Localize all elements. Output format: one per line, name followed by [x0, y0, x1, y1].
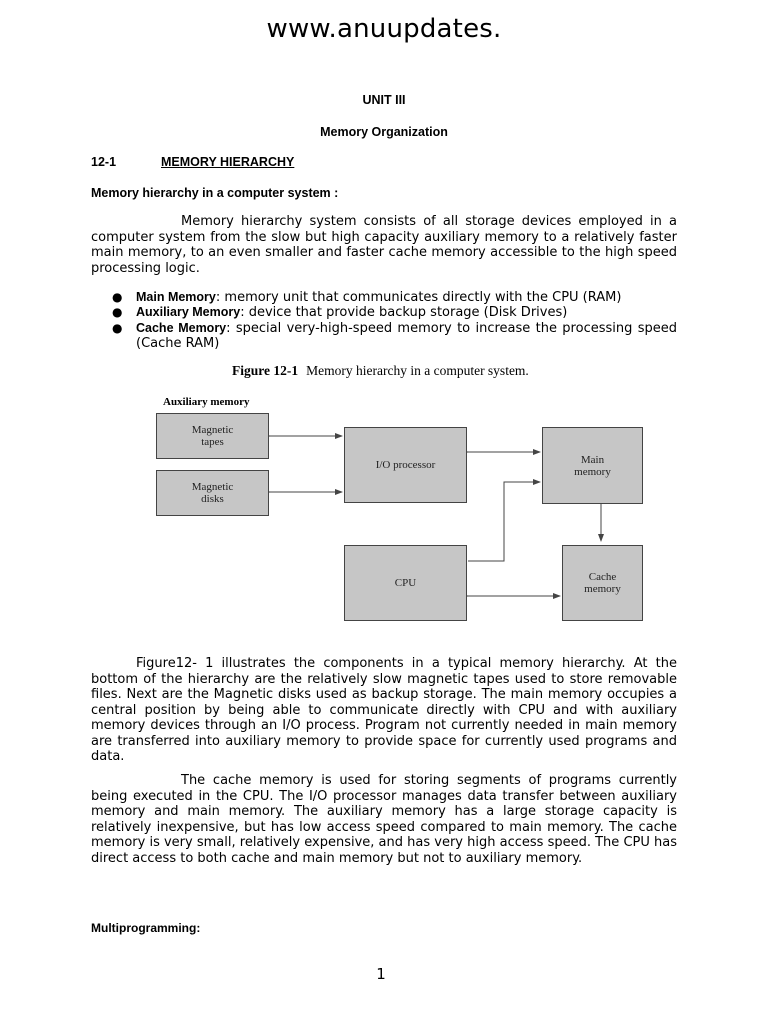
bullet-text: : special very-high-speed memory to increase the processing speed (Cache RAM) [136, 320, 677, 351]
page-number: 1 [376, 965, 386, 983]
multiprogramming-heading: Multiprogramming: [91, 921, 201, 935]
section-title: Memory Organization [320, 125, 448, 139]
subheading: Memory hierarchy in a computer system : [91, 186, 339, 200]
figure-description-paragraph: Figure12- 1 illustrates the components in a typical memory hierarchy. At the bottom of the hierarchy are the relatively slow magnetic tapes used to store removable files. Next are the Magnetic disks used as backup storage. The main memory occupies a central position by being able to communicate directly with CPU and with auxiliary memory devices through an I/O process. Program not currently needed in main memory are transferred into auxiliary memory to provide space for currently used programs and data. [91, 656, 677, 764]
bullet-term: Cache Memory [136, 320, 227, 335]
bullet-icon: ● [112, 290, 123, 304]
auxiliary-memory-label: Auxiliary memory [163, 396, 250, 408]
bullet-term: Auxiliary Memory [136, 305, 241, 320]
intro-paragraph: Memory hierarchy system consists of all storage devices employed in a computer system from the slow but high capacity auxiliary memory to a relatively faster main memory, to an even smaller and faster cache memory accessible to the high speed processing logic. [91, 214, 677, 276]
io-processor-box: I/O processor [344, 427, 467, 503]
main-memory-box: Main memory [542, 427, 643, 504]
unit-title: UNIT III [362, 93, 406, 107]
cache-memory-box: Cache memory [562, 545, 643, 621]
cpu-box: CPU [344, 545, 467, 621]
figure-number: Figure 12-1 [232, 363, 299, 378]
site-header: www.anuupdates. [266, 14, 502, 44]
bullet-term: Main Memory [136, 290, 216, 304]
cache-memory-paragraph: The cache memory is used for storing segments of programs currently being executed in the CPU. The I/O processor manages data transfer between auxiliary memory and main memory. The auxiliary memory has a large storage capacity is relatively inexpensive, but has low access speed compared to main memory. The cache memory is very small, relatively expensive, and has very high access speed. The CPU has direct access to both cache and main memory but not to auxiliary memory. [91, 773, 677, 866]
bullet-icon: ● [112, 320, 123, 335]
bullet-icon: ● [112, 305, 123, 320]
magnetic-tapes-box: Magnetic tapes [156, 413, 269, 459]
figure-caption-text: Memory hierarchy in a computer system. [306, 363, 529, 378]
heading-text: MEMORY HIERARCHY [161, 155, 295, 169]
magnetic-disks-box: Magnetic disks [156, 470, 269, 516]
bullet-text: : device that provide backup storage (Disk Drives) [240, 305, 568, 321]
bullet-text: : memory unit that communicates directly with the CPU (RAM) [215, 290, 622, 305]
heading-number: 12-1 [91, 155, 117, 169]
cpu-main-arrow [468, 482, 540, 561]
